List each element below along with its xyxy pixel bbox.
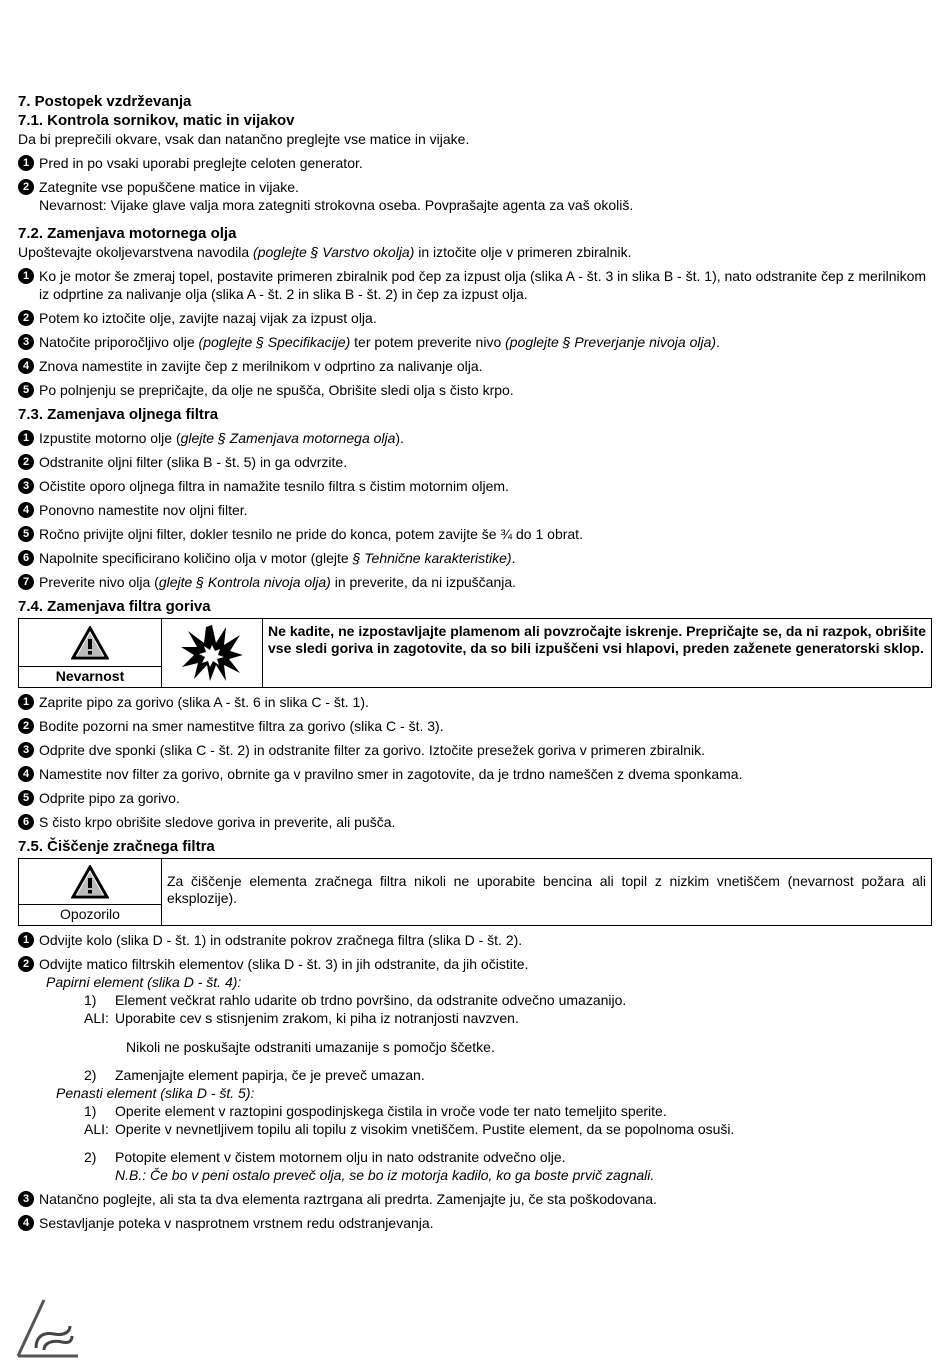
sub-step: 1) Operite element v raztopini gospodinjskega čistila in vroče vode ter nato temeljito sperite. bbox=[84, 1103, 667, 1119]
section-heading-7-3: 7.3. Zamenjava oljnega filtra bbox=[18, 406, 219, 423]
list-item: 6 S čisto krpo obrišite sledove goriva in preverite, ali pušča. bbox=[18, 813, 932, 831]
step-number-icon: 1 bbox=[18, 268, 34, 284]
step-number-icon: 5 bbox=[18, 790, 34, 806]
step-number-icon: 5 bbox=[18, 526, 34, 542]
warning-triangle-icon bbox=[71, 865, 109, 899]
caution-text: Za čiščenje elementa zračnega filtra nikoli ne uporabite bencina ali topil z nizkim vnetiščem (nevarnost požara ali eksplozije). bbox=[167, 873, 926, 906]
danger-label: Nevarnost bbox=[19, 666, 161, 687]
step-number-icon: 3 bbox=[18, 742, 34, 758]
step-number-icon: 4 bbox=[18, 358, 34, 374]
explosion-icon bbox=[180, 623, 244, 683]
sub-step: 2) Zamenjajte element papirja, če je preveč umazan. bbox=[84, 1067, 425, 1083]
list-item: 2 Potem ko iztočite olje, zavijte nazaj vijak za izpust olja. bbox=[18, 309, 932, 327]
step-number-icon: 2 bbox=[18, 718, 34, 734]
section-intro: Da bi preprečili okvare, vsak dan natančno preglejte vse matice in vijake. bbox=[18, 131, 470, 147]
step-number-icon: 6 bbox=[18, 814, 34, 830]
list-item: 5 Odprite pipo za gorivo. bbox=[18, 789, 932, 807]
page-title: 7. Postopek vzdrževanja bbox=[18, 93, 192, 110]
sub-step: 1) Element večkrat rahlo udarite ob trdno površino, da odstranite odvečno umazanijo. bbox=[84, 992, 627, 1008]
nb-note: N.B.: Če bo v peni ostalo preveč olja, se bo iz motorja kadilo, ko ga boste prvič zagnali. bbox=[115, 1167, 655, 1183]
list-item: 4 Znova namestite in zavijte čep z merilnikom v odprtino za nalivanje olja. bbox=[18, 357, 932, 375]
danger-box bbox=[18, 618, 932, 688]
list-item: 2 Bodite pozorni na smer namestitve filtra za gorivo (slika C - št. 3). bbox=[18, 717, 932, 735]
step-number-icon: 3 bbox=[18, 334, 34, 350]
sub-note: Nikoli ne poskušajte odstraniti umazanije s pomočjo ščetke. bbox=[126, 1039, 495, 1055]
list-item: 1 Izpustite motorno olje (glejte § Zamenjava motornega olja). bbox=[18, 429, 932, 447]
step-number-icon: 2 bbox=[18, 454, 34, 470]
list-item: 1 Odvijte kolo (slika D - št. 1) in odstranite pokrov zračnega filtra (slika D - št. 2). bbox=[18, 931, 932, 949]
sub-step: ALI: Uporabite cev s stisnjenim zrakom, ki piha iz notranjosti navzven. bbox=[84, 1010, 519, 1026]
sub-step bbox=[84, 1166, 932, 1184]
list-item: 3 Natančno poglejte, ali sta ta dva elementa raztrgana ali predrta. Zamenjajte ju, če sta poškodovana. bbox=[18, 1190, 932, 1208]
list-item: 2 Odstranite oljni filter (slika B - št. 5) in ga odvrzite. bbox=[18, 453, 932, 471]
step-number-icon: 2 bbox=[18, 179, 34, 195]
step-number-icon: 3 bbox=[18, 478, 34, 494]
step-number-icon: 5 bbox=[18, 382, 34, 398]
step-number-icon: 6 bbox=[18, 550, 34, 566]
step-number-icon: 7 bbox=[18, 574, 34, 590]
list-item: 2 Zategnite vse popuščene matice in vijake. Nevarnost: Vijake glave valja mora zategniti strokovna oseba. Povprašajte agenta za vaš okoliš. bbox=[18, 178, 932, 214]
section-heading-7-1: 7.1. Kontrola sornikov, matic in vijakov bbox=[18, 112, 295, 129]
list-item: 3 Natočite priporočljivo olje (poglejte § Specifikacije) ter potem preverite nivo (poglejte § Preverjanje nivoja olja). bbox=[18, 333, 932, 351]
section-intro: Upoštevajte okoljevarstvena navodila (poglejte § Varstvo okolja) in iztočite olje v primeren zbiralnik. bbox=[18, 244, 632, 260]
sub-step: ALI: Operite v nevnetljivem topilu ali topilu z visokim vnetiščem. Pustite element, da se popolnoma osuši. bbox=[84, 1121, 735, 1137]
manual-page bbox=[18, 92, 932, 1238]
list-item: 4 Namestite nov filter za gorivo, obrnite ga v pravilno smer in zagotovite, da je trdno nameščen z dvema sponkama. bbox=[18, 765, 932, 783]
list-item: 6 Napolnite specificirano količino olja v motor (glejte § Tehnične karakteristike). bbox=[18, 549, 932, 567]
danger-text: Ne kadite, ne izpostavljajte plamenom ali povzročajte iskrenje. Prepričajte se, da ni razpok, obrišite vse sledi goriva in zagotovite, da so bili izpuščeni vsi hlapovi, preden zaženete generatorski sklop. bbox=[268, 623, 926, 656]
list-item: 2 Odvijte matico filtrskih elementov (slika D - št. 3) in jih odstranite, da jih očistite. bbox=[18, 955, 932, 973]
caution-label: Opozorilo bbox=[19, 904, 161, 925]
brand-logo-icon bbox=[14, 1296, 80, 1360]
foam-element-heading: Penasti element (slika D - št. 5): bbox=[56, 1085, 255, 1101]
list-item: 1 Ko je motor še zmeraj topel, postavite primeren zbiralnik pod čep za izpust olja (slika A - št. 3 in slika B - št. 1), nato odstranite čep z merilnikom iz odprtine za nalivanje olja (slika A - št. 2 in slika B - št. 2) in čep za izpust olja. bbox=[18, 267, 932, 303]
list-item: 7 Preverite nivo olja (glejte § Kontrola nivoja olja) in preverite, da ni izpuščanja. bbox=[18, 573, 932, 591]
warning-triangle-icon bbox=[71, 626, 109, 660]
section-heading-7-4: 7.4. Zamenjava filtra goriva bbox=[18, 598, 211, 615]
step-number-icon: 1 bbox=[18, 155, 34, 171]
step-number-icon: 1 bbox=[18, 932, 34, 948]
list-item: 5 Po polnjenju se prepričajte, da olje ne spušča, Obrišite sledi olja s čisto krpo. bbox=[18, 381, 932, 399]
section-heading-7-2: 7.2. Zamenjava motornega olja bbox=[18, 225, 237, 242]
list-item: 3 Odprite dve sponki (slika C - št. 2) in odstranite filter za gorivo. Iztočite presežek goriva v primeren zbiralnik. bbox=[18, 741, 932, 759]
list-item: 4 Ponovno namestite nov oljni filter. bbox=[18, 501, 932, 519]
sub-step: 2) Potopite element v čistem motornem olju in nato odstranite odvečno olje. bbox=[84, 1149, 566, 1165]
list-item: 3 Očistite oporo oljnega filtra in namažite tesnilo filtra s čistim motornim oljem. bbox=[18, 477, 932, 495]
paper-element-heading: Papirni element (slika D - št. 4): bbox=[46, 974, 242, 990]
list-item: 1 Zaprite pipo za gorivo (slika A - št. 6 in slika C - št. 1). bbox=[18, 693, 932, 711]
step-number-icon: 4 bbox=[18, 766, 34, 782]
step-number-icon: 4 bbox=[18, 1215, 34, 1231]
step-number-icon: 1 bbox=[18, 694, 34, 710]
caution-box bbox=[18, 858, 932, 926]
list-item: 1 Pred in po vsaki uporabi preglejte celoten generator. bbox=[18, 154, 932, 172]
list-item: 5 Ročno privijte oljni filter, dokler tesnilo ne pride do konca, potem zavijte še ¾ do 1 obrat. bbox=[18, 525, 932, 543]
step-number-icon: 2 bbox=[18, 310, 34, 326]
step-number-icon: 3 bbox=[18, 1191, 34, 1207]
list-item: 4 Sestavljanje poteka v nasprotnem vrstnem redu odstranjevanja. bbox=[18, 1214, 932, 1232]
step-number-icon: 4 bbox=[18, 502, 34, 518]
step-number-icon: 2 bbox=[18, 956, 34, 972]
step-number-icon: 1 bbox=[18, 430, 34, 446]
section-heading-7-5: 7.5. Čiščenje zračnega filtra bbox=[18, 838, 215, 855]
